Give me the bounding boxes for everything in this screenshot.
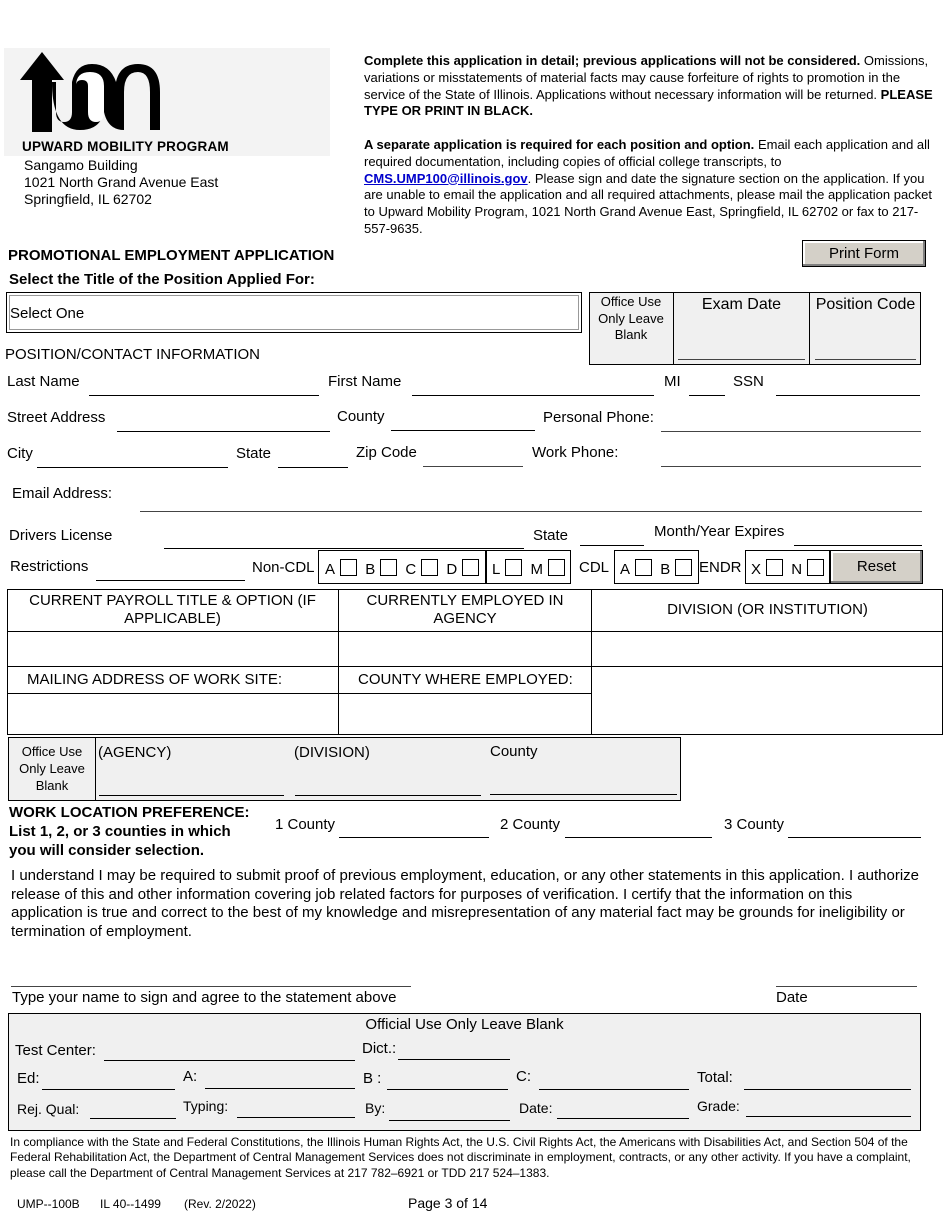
a-field[interactable] [205,1088,355,1089]
test-center-field[interactable] [104,1060,355,1061]
exam-date-field[interactable] [678,359,805,360]
instructions-2-bold: A separate application is required for each position and option. [364,137,755,152]
email-field[interactable] [140,511,922,512]
noncdl-b-checkbox[interactable] [380,559,397,576]
endr-x-label: X [751,561,762,578]
noncdl-b-label: B [365,561,376,578]
b-label: B : [363,1070,382,1087]
noncdl-a-checkbox[interactable] [340,559,357,576]
personal-phone-label: Personal Phone: [543,409,654,426]
email-label: Email Address: [12,485,113,502]
cdl-a-checkbox[interactable] [635,559,652,576]
cdl-b-checkbox[interactable] [675,559,692,576]
zip-label: Zip Code [356,444,417,461]
position-code-label: Position Code [815,296,916,313]
drivers-license-label: Drivers License [9,527,113,544]
ssn-label: SSN [733,373,764,390]
agency-county-label: County [490,743,538,760]
work-phone-field[interactable] [661,466,921,467]
address-line1: Sangamo Building [24,157,138,173]
cdl-b-label: B [660,561,671,578]
position-prompt: Select the Title of the Position Applied For: [9,271,315,288]
b-field[interactable] [387,1089,508,1090]
preference-heading: WORK LOCATION PREFERENCE: [9,804,250,821]
section-contact-heading: POSITION/CONTACT INFORMATION [5,346,260,363]
county2-field[interactable] [565,837,712,838]
expires-label: Month/Year Expires [654,523,785,540]
county-field[interactable] [391,430,535,431]
last-name-label: Last Name [7,373,80,390]
dl-state-field[interactable] [580,545,644,546]
division-input[interactable] [592,632,942,666]
payroll-title-header: CURRENT PAYROLL TITLE & OPTION (IF APPLICABLE) [29,592,316,627]
employed-agency-header: CURRENTLY EMPLOYED IN AGENCY [366,592,564,627]
ssn-field[interactable] [776,395,920,396]
instructions-1-bold: Complete this application in detail; previous applications will not be considered. [364,53,861,68]
m-label: M [530,561,544,578]
il-id: IL 40--1499 [100,1197,161,1211]
state-field[interactable] [278,467,348,468]
county2-label: 2 County [500,816,561,833]
endr-n-label: N [791,561,803,578]
endr-x-checkbox[interactable] [766,559,783,576]
signature-field[interactable] [11,986,411,987]
grid-hline-2 [7,666,943,667]
county1-field[interactable] [339,837,489,838]
date-field[interactable] [776,986,917,987]
form-id: UMP--100B [17,1197,80,1211]
division-header: DIVISION (OR INSTITUTION) [667,601,868,618]
position-select[interactable] [6,292,582,333]
instructions-block-2 [364,137,936,238]
ed-label: Ed: [17,1070,40,1087]
employed-agency-input[interactable] [339,632,591,666]
mi-label: MI [664,373,681,390]
total-label: Total: [697,1069,733,1086]
office-use-agency-label: Office Use Only Leave Blank [19,744,85,793]
instructions-2-text-a: Email each application and all required documentation, including copies of official college transcripts, to [364,137,930,169]
compliance-text: In compliance with the State and Federal Constitutions, the Illinois Human Rights Act, the U.S. Civil Rights Act, the Americans with Disabilities Act, and Section 504 of the Federal Rehabilitation Act, the Department of Central Management Services does not discriminate in employment, contracts, or any other activity. If you have a complaint, please call the Department of Central Management Services at 217 782–6921 or TDD 217 524–1383. [10,1135,911,1180]
official-date-field[interactable] [557,1118,689,1119]
agency-field[interactable] [99,795,284,796]
rej-qual-field[interactable] [90,1118,176,1119]
noncdl-c-checkbox[interactable] [421,559,438,576]
l-checkbox[interactable] [505,559,522,576]
rej-qual-label: Rej. Qual: [17,1101,80,1117]
street-field[interactable] [117,431,330,432]
test-center-label: Test Center: [15,1042,96,1059]
payroll-title-input[interactable] [8,632,338,666]
county-label: County [337,408,385,425]
a-label: A: [183,1068,198,1085]
print-form-button[interactable]: Print Form [802,240,926,267]
personal-phone-field[interactable] [661,431,921,432]
office-use-label: Office Use Only Leave Blank [598,294,664,342]
zip-field[interactable] [423,466,523,467]
county-employed-label: COUNTY WHERE EMPLOYED: [358,671,573,688]
cdl-label: CDL [579,559,610,576]
division-label: (DIVISION) [294,744,370,761]
typing-label: Typing: [183,1098,229,1114]
c-label: C: [516,1068,531,1085]
certification-statement: I understand I may be required to submit proof of previous employment, education, or any other statements in this application. I authorize release of this and other information covering job related factors for purposes of verification. I certify that the information on this application is true and correct to the best of my knowledge and misrepresentation of any material fact may be grounds for ineligibility or termination of employment. [11,867,919,940]
dl-state-label: State [533,527,569,544]
work-phone-label: Work Phone: [532,444,619,461]
program-name: UPWARD MOBILITY PROGRAM [22,139,229,154]
endr-n-checkbox[interactable] [807,559,824,576]
dict-field[interactable] [398,1059,510,1060]
mailing-address-label: MAILING ADDRESS OF WORK SITE: [27,671,283,688]
street-label: Street Address [7,409,106,426]
by-label: By: [365,1100,386,1116]
typing-field[interactable] [237,1117,355,1118]
page-number: Page 3 of 14 [408,1195,488,1211]
position-select-value: Select One [10,305,85,322]
restrictions-field[interactable] [96,580,245,581]
position-code-field[interactable] [815,359,916,360]
county3-label: 3 County [724,816,785,833]
county1-label: 1 County [275,816,336,833]
noncdl-group [318,550,486,584]
agency-county-field[interactable] [490,794,677,795]
by-field[interactable] [389,1120,510,1121]
mi-field[interactable] [689,395,725,396]
noncdl-label: Non-CDL [252,559,315,576]
ump-logo-icon [20,52,160,132]
total-field[interactable] [744,1089,911,1090]
drivers-license-field[interactable] [164,548,524,549]
instructions-1-text: Omissions, variations or misstatements of material facts may cause forfeiture of rights to promotion in the service of the State of Illinois. Applications without necessary information will be returned. [364,53,929,102]
address-line2: 1021 North Grand Avenue East [24,174,219,190]
revision: (Rev. 2/2022) [184,1197,256,1211]
c-field[interactable] [539,1089,689,1090]
noncdl-d-label: D [446,561,458,578]
city-label: City [7,445,33,462]
instructions-1-end: PLEASE TYPE OR PRINT IN BLACK. [364,86,933,119]
division-field[interactable] [295,795,481,796]
county3-field[interactable] [788,837,921,838]
first-name-field[interactable] [412,395,654,396]
lm-group [486,550,571,584]
endr-group [745,550,830,584]
noncdl-d-checkbox[interactable] [462,559,479,576]
email-link[interactable]: CMS.UMP100@illinois.gov [364,170,528,186]
date-label: Date [776,989,808,1006]
l-label: L [492,561,501,578]
agency-label: (AGENCY) [98,744,172,761]
official-date-label: Date: [519,1100,553,1116]
last-name-field[interactable] [89,395,319,396]
ed-field[interactable] [42,1089,175,1090]
noncdl-c-label: C [405,561,417,578]
reset-button[interactable]: Reset [830,550,923,584]
instructions-block-1 [364,53,936,120]
mailing-address-input[interactable] [8,694,338,734]
restrictions-label: Restrictions [10,558,89,575]
preference-subtext: List 1, 2, or 3 counties in which you will consider selection. [9,823,231,859]
first-name-label: First Name [328,373,402,390]
grade-field[interactable] [746,1116,911,1117]
city-field[interactable] [37,467,228,468]
county-employed-input[interactable] [339,694,591,734]
cdl-a-label: A [620,561,631,578]
state-label: State [236,445,272,462]
grade-label: Grade: [697,1098,740,1114]
noncdl-a-label: A [325,561,336,578]
expires-field[interactable] [794,545,922,546]
m-checkbox[interactable] [548,559,565,576]
address-line3: Springfield, IL 62702 [24,191,152,207]
signature-label: Type your name to sign and agree to the statement above [12,989,397,1006]
official-use-heading: Official Use Only Leave Blank [365,1016,564,1033]
endr-label: ENDR [699,559,742,576]
instructions-2-text-b: . Please sign and date the signature section on the application. If you are unable to email the application and all required attachments, please mail the application packet to Upward Mobility Program, 1021 North Grand Avenue East, Springfield, IL 62702 or fax to 217-557-9635. [364,170,933,236]
office-use-agency-divider [95,737,96,801]
dict-label: Dict.: [362,1040,397,1057]
exam-date-label: Exam Date [701,296,782,313]
cdl-group [614,550,699,584]
form-title: PROMOTIONAL EMPLOYMENT APPLICATION [8,247,335,264]
